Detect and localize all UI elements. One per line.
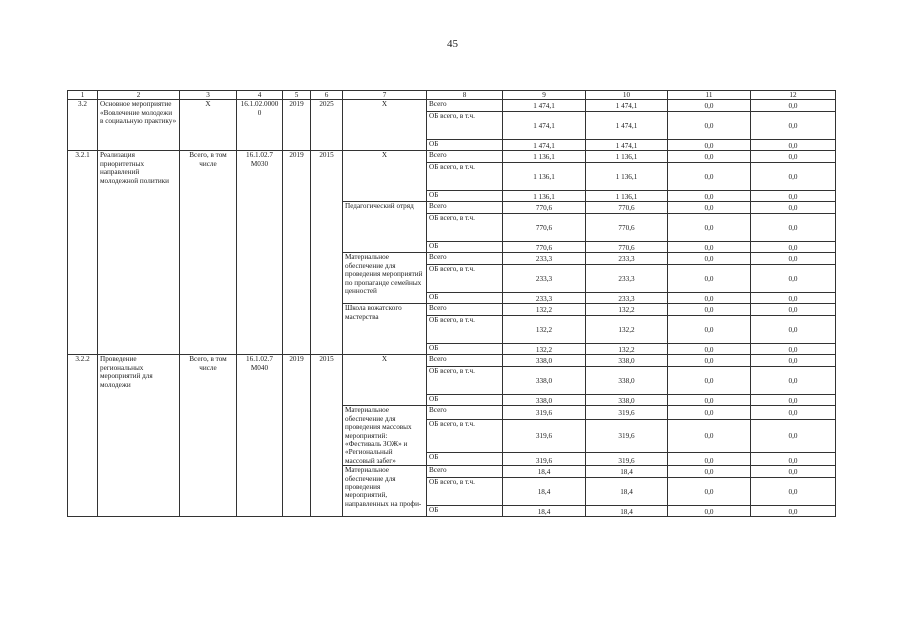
amount-9: 1 136,1 xyxy=(503,191,586,202)
table-row xyxy=(68,151,836,163)
funding-source: ОБ xyxy=(427,242,503,253)
amount-11: 0,0 xyxy=(668,420,751,453)
amount-10: 132,2 xyxy=(586,316,668,344)
funding-source: Всего xyxy=(427,304,503,316)
funding-source: ОБ xyxy=(427,344,503,355)
funding-source: Всего xyxy=(427,253,503,265)
column-number: 10 xyxy=(586,91,668,100)
funding-source: ОБ всего, в т.ч. xyxy=(427,478,503,506)
amount-11: 0,0 xyxy=(668,202,751,214)
amount-9: 18,4 xyxy=(503,466,586,478)
funding-source: ОБ xyxy=(427,395,503,406)
direction-label: Материальное обеспечение для проведения мероприятий, направленных на профи- xyxy=(343,466,427,517)
amount-12: 0,0 xyxy=(751,506,836,517)
amount-9: 319,6 xyxy=(503,420,586,453)
column-number: 7 xyxy=(343,91,427,100)
funding-source: ОБ всего, в т.ч. xyxy=(427,316,503,344)
item-name: Основное мероприятие «Вовлечение молодежи в социальную практику» xyxy=(98,100,180,151)
program-financing-table xyxy=(67,90,836,517)
column-number: 9 xyxy=(503,91,586,100)
direction-label: Х xyxy=(343,100,427,151)
funding-source: ОБ xyxy=(427,506,503,517)
amount-11: 0,0 xyxy=(668,367,751,395)
budget-code: 16.1.02.7 М040 xyxy=(237,355,283,517)
amount-12: 0,0 xyxy=(751,151,836,163)
amount-12: 0,0 xyxy=(751,367,836,395)
funding-source: ОБ всего, в т.ч. xyxy=(427,420,503,453)
amount-12: 0,0 xyxy=(751,406,836,420)
amount-12: 0,0 xyxy=(751,355,836,367)
amount-10: 132,2 xyxy=(586,304,668,316)
amount-12: 0,0 xyxy=(751,478,836,506)
end-year: 2025 xyxy=(311,100,343,151)
start-year: 2019 xyxy=(283,355,311,517)
amount-9: 1 474,1 xyxy=(503,140,586,151)
amount-10: 1 474,1 xyxy=(586,140,668,151)
amount-9: 319,6 xyxy=(503,453,586,466)
amount-10: 770,6 xyxy=(586,214,668,242)
amount-12: 0,0 xyxy=(751,395,836,406)
amount-11: 0,0 xyxy=(668,242,751,253)
column-number: 5 xyxy=(283,91,311,100)
amount-12: 0,0 xyxy=(751,265,836,293)
column-number: 6 xyxy=(311,91,343,100)
amount-11: 0,0 xyxy=(668,214,751,242)
amount-10: 338,0 xyxy=(586,355,668,367)
amount-12: 0,0 xyxy=(751,344,836,355)
amount-11: 0,0 xyxy=(668,191,751,202)
amount-10: 338,0 xyxy=(586,395,668,406)
amount-9: 132,2 xyxy=(503,344,586,355)
amount-10: 18,4 xyxy=(586,506,668,517)
responsible: Всего, в том числе xyxy=(180,355,237,517)
end-year: 2015 xyxy=(311,355,343,517)
column-number: 8 xyxy=(427,91,503,100)
amount-9: 338,0 xyxy=(503,395,586,406)
amount-11: 0,0 xyxy=(668,506,751,517)
funding-source: Всего xyxy=(427,406,503,420)
column-number: 3 xyxy=(180,91,237,100)
funding-source: ОБ всего, в т.ч. xyxy=(427,163,503,191)
amount-11: 0,0 xyxy=(668,112,751,140)
column-number: 11 xyxy=(668,91,751,100)
item-name: Реализация приоритетных направлений молодежной политики xyxy=(98,151,180,355)
amount-12: 0,0 xyxy=(751,191,836,202)
amount-9: 770,6 xyxy=(503,214,586,242)
amount-10: 1 136,1 xyxy=(586,163,668,191)
amount-9: 233,3 xyxy=(503,253,586,265)
amount-12: 0,0 xyxy=(751,202,836,214)
amount-9: 338,0 xyxy=(503,355,586,367)
table-row xyxy=(68,100,836,112)
funding-source: ОБ xyxy=(427,293,503,304)
amount-11: 0,0 xyxy=(668,316,751,344)
amount-10: 1 474,1 xyxy=(586,100,668,112)
amount-12: 0,0 xyxy=(751,242,836,253)
amount-12: 0,0 xyxy=(751,466,836,478)
amount-10: 233,3 xyxy=(586,293,668,304)
amount-11: 0,0 xyxy=(668,344,751,355)
funding-source: ОБ xyxy=(427,140,503,151)
amount-10: 132,2 xyxy=(586,344,668,355)
responsible: Всего, в том числе xyxy=(180,151,237,355)
start-year: 2019 xyxy=(283,151,311,355)
amount-10: 233,3 xyxy=(586,265,668,293)
amount-12: 0,0 xyxy=(751,420,836,453)
funding-source: ОБ всего, в т.ч. xyxy=(427,112,503,140)
table-body xyxy=(68,91,836,517)
amount-9: 1 474,1 xyxy=(503,100,586,112)
funding-source: ОБ xyxy=(427,453,503,466)
amount-9: 233,3 xyxy=(503,265,586,293)
amount-12: 0,0 xyxy=(751,453,836,466)
amount-10: 18,4 xyxy=(586,478,668,506)
funding-source: Всего xyxy=(427,202,503,214)
funding-source: ОБ всего, в т.ч. xyxy=(427,214,503,242)
amount-12: 0,0 xyxy=(751,140,836,151)
amount-11: 0,0 xyxy=(668,466,751,478)
column-number: 2 xyxy=(98,91,180,100)
amount-9: 18,4 xyxy=(503,478,586,506)
amount-11: 0,0 xyxy=(668,151,751,163)
responsible: Х xyxy=(180,100,237,151)
amount-12: 0,0 xyxy=(751,293,836,304)
amount-10: 18,4 xyxy=(586,466,668,478)
amount-9: 233,3 xyxy=(503,293,586,304)
amount-11: 0,0 xyxy=(668,355,751,367)
funding-source: Всего xyxy=(427,100,503,112)
amount-10: 319,6 xyxy=(586,406,668,420)
amount-11: 0,0 xyxy=(668,140,751,151)
amount-12: 0,0 xyxy=(751,304,836,316)
amount-12: 0,0 xyxy=(751,316,836,344)
direction-label: Х xyxy=(343,355,427,406)
amount-12: 0,0 xyxy=(751,112,836,140)
amount-11: 0,0 xyxy=(668,293,751,304)
amount-10: 338,0 xyxy=(586,367,668,395)
amount-11: 0,0 xyxy=(668,304,751,316)
funding-source: ОБ xyxy=(427,191,503,202)
direction-label: Школа вожатского мастерства xyxy=(343,304,427,355)
amount-11: 0,0 xyxy=(668,100,751,112)
start-year: 2019 xyxy=(283,100,311,151)
amount-10: 770,6 xyxy=(586,242,668,253)
amount-11: 0,0 xyxy=(668,265,751,293)
amount-9: 338,0 xyxy=(503,367,586,395)
table-row xyxy=(68,355,836,367)
item-name: Проведение региональных мероприятий для молодежи xyxy=(98,355,180,517)
funding-source: Всего xyxy=(427,151,503,163)
direction-label: Х xyxy=(343,151,427,202)
amount-11: 0,0 xyxy=(668,395,751,406)
column-number: 1 xyxy=(68,91,98,100)
amount-9: 770,6 xyxy=(503,202,586,214)
amount-12: 0,0 xyxy=(751,253,836,265)
column-numbers-row xyxy=(68,91,836,100)
amount-9: 132,2 xyxy=(503,316,586,344)
amount-10: 1 136,1 xyxy=(586,191,668,202)
direction-label: Материальное обеспечение для проведения мероприятий по пропаганде семейных ценностей xyxy=(343,253,427,304)
funding-source: Всего xyxy=(427,355,503,367)
amount-12: 0,0 xyxy=(751,163,836,191)
column-number: 4 xyxy=(237,91,283,100)
amount-10: 1 136,1 xyxy=(586,151,668,163)
amount-10: 319,6 xyxy=(586,453,668,466)
item-number: 3.2 xyxy=(68,100,98,151)
item-number: 3.2.1 xyxy=(68,151,98,355)
amount-9: 1 136,1 xyxy=(503,151,586,163)
amount-9: 1 474,1 xyxy=(503,112,586,140)
column-number: 12 xyxy=(751,91,836,100)
item-number: 3.2.2 xyxy=(68,355,98,517)
amount-11: 0,0 xyxy=(668,406,751,420)
funding-source: ОБ всего, в т.ч. xyxy=(427,265,503,293)
amount-10: 770,6 xyxy=(586,202,668,214)
amount-12: 0,0 xyxy=(751,214,836,242)
amount-9: 319,6 xyxy=(503,406,586,420)
amount-11: 0,0 xyxy=(668,163,751,191)
amount-9: 1 136,1 xyxy=(503,163,586,191)
amount-10: 319,6 xyxy=(586,420,668,453)
funding-source: Всего xyxy=(427,466,503,478)
page-number: 45 xyxy=(447,38,458,50)
amount-9: 770,6 xyxy=(503,242,586,253)
amount-9: 132,2 xyxy=(503,304,586,316)
end-year: 2015 xyxy=(311,151,343,355)
amount-9: 18,4 xyxy=(503,506,586,517)
amount-11: 0,0 xyxy=(668,453,751,466)
amount-12: 0,0 xyxy=(751,100,836,112)
amount-10: 233,3 xyxy=(586,253,668,265)
amount-11: 0,0 xyxy=(668,478,751,506)
direction-label: Педагогический отряд xyxy=(343,202,427,253)
amount-11: 0,0 xyxy=(668,253,751,265)
budget-code: 16.1.02.00000 xyxy=(237,100,283,151)
budget-code: 16.1.02.7 М030 xyxy=(237,151,283,355)
direction-label: Материальное обеспечение для проведения массовых мероприятий: «Фестиваль ЗОЖ» и «Региональный массовый забег» xyxy=(343,406,427,466)
amount-10: 1 474,1 xyxy=(586,112,668,140)
funding-source: ОБ всего, в т.ч. xyxy=(427,367,503,395)
